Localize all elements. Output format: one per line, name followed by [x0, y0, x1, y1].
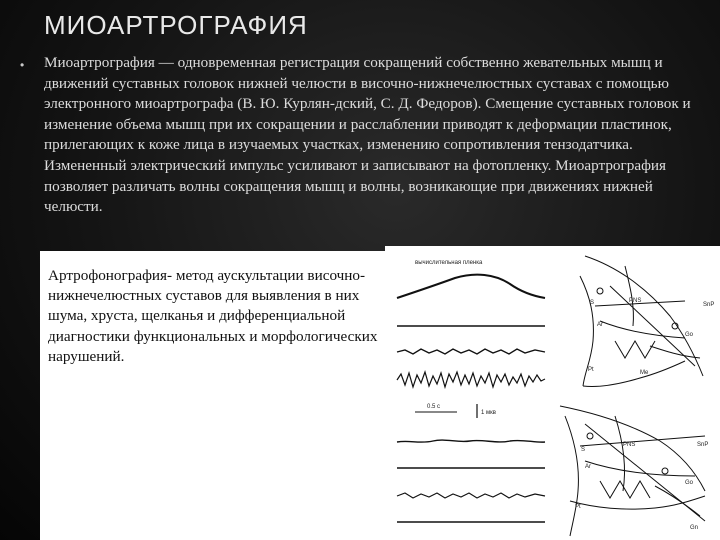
trace-header-label: вычислительная пленка: [415, 260, 483, 266]
landmark-label: SnP: [703, 302, 715, 308]
myoarthrography-figure: [385, 246, 720, 540]
landmark-label: Ar: [585, 464, 591, 470]
landmark-label: PNS: [629, 298, 642, 304]
amplitude-scale-label: 1 мкв: [481, 410, 496, 416]
recording-trace-5: [397, 440, 545, 442]
slide-title: МИОАРТРОГРАФИЯ: [44, 10, 308, 40]
ceph-tracing-lower: [560, 406, 705, 536]
recording-trace-1: [397, 275, 545, 298]
landmark-label: Pt: [588, 367, 594, 373]
arthrophonography-text: Артрофонография- метод аускультации височно-нижнечелюстных суставов для выявления в них шума, хруста, щелканья и дифференциальной диагностики функциональных и морфологических нарушений.: [48, 267, 378, 365]
ceph-labels-upper: [588, 298, 714, 376]
landmark-label: Go: [685, 332, 694, 338]
recording-trace-3: [397, 349, 545, 354]
ceph-labels-lower: [575, 442, 708, 531]
main-paragraph: Миоартрография — одновременная регистрация сокращений собственно жевательных мышц и движений суставных головок нижней челюсти в височно-нижнечелюстных суставах с помощью электронного миоартрографа (В. Ю. Курлян-дский, С. Д. Федоров). Смещение суставных головок и изменение объема мышц при их сокращении и расслаблении приводят к деформации пластинок, прилегающих к коже лица в изучаемых участках, изменению сопротивления тензодатчика. Измененный электрический импульс усиливают и записывают на фотопленку. Миоартрография позволяет различать волны сокращения мышц и волны, возникающие при движениях нижней челюсти.: [44, 54, 691, 216]
landmark-label: S: [590, 300, 595, 306]
recording-trace-7: [397, 493, 545, 498]
landmark-label: Go: [685, 480, 694, 486]
figure-drawing: [385, 246, 720, 540]
bullet-marker: •: [20, 58, 25, 72]
landmark-label: Pt: [575, 504, 581, 510]
landmark-label: PNS: [623, 442, 636, 448]
landmark-label: S: [581, 447, 586, 453]
landmark-label: Gn: [690, 525, 699, 531]
landmark-label: SnP: [697, 442, 709, 448]
time-scale-label: 0.5 с: [427, 404, 441, 410]
landmark-label: Me: [640, 370, 649, 376]
recording-trace-4: [397, 372, 545, 387]
arthrophonography-box: [40, 251, 385, 540]
landmark-label: Ar: [597, 322, 603, 328]
